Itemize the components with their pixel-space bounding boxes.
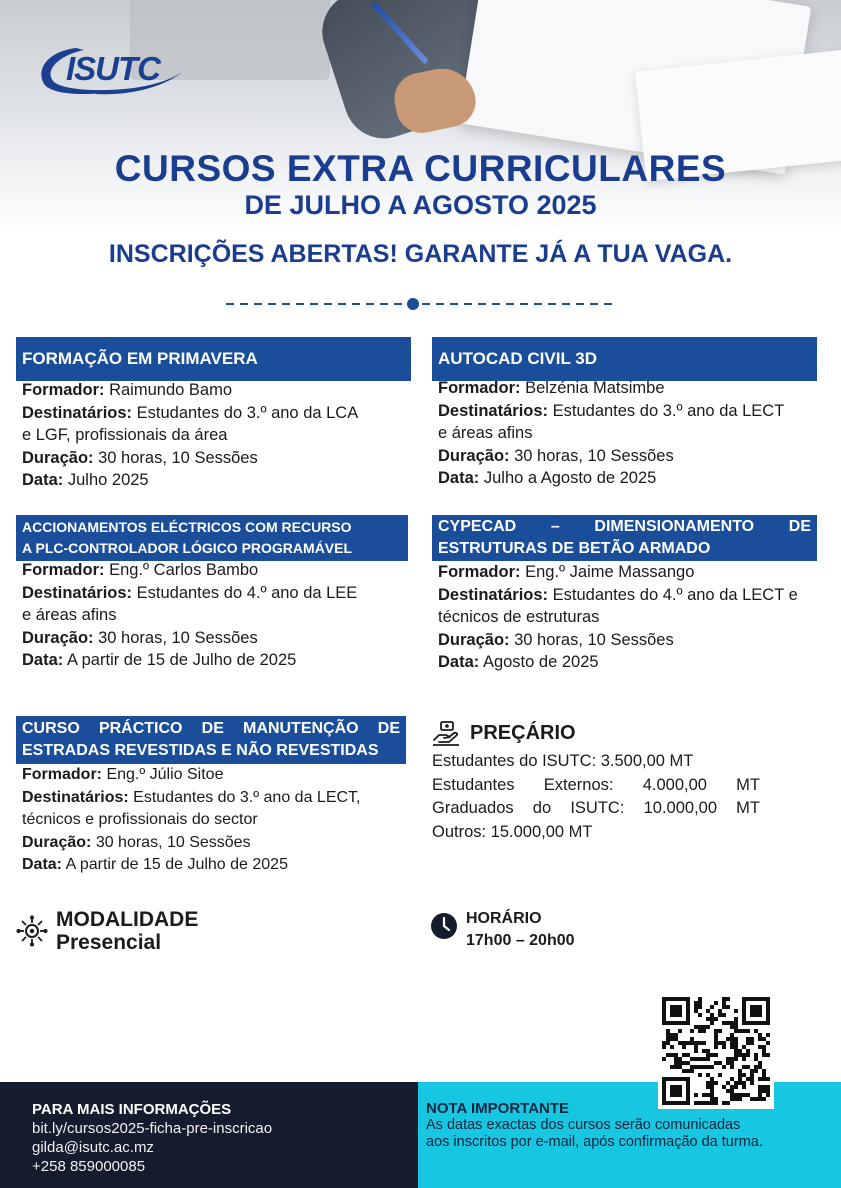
course-audience-cont: técnicos e profissionais do sector xyxy=(22,811,258,828)
course-title: AUTOCAD CIVIL 3D xyxy=(432,337,817,381)
course-audience-cont: e LGF, profissionais da área xyxy=(22,426,228,444)
schedule-value: 17h00 – 20h00 xyxy=(466,932,575,949)
course-title: FORMAÇÃO EM PRIMAVERA xyxy=(16,337,411,381)
clock-icon xyxy=(430,912,458,940)
course-audience-cont: e áreas afins xyxy=(22,606,117,624)
schedule-label: HORÁRIO xyxy=(466,910,542,927)
hand-money-icon xyxy=(432,720,460,746)
price-item: Estudantes do ISUTC: 3.500,00 MT xyxy=(432,752,694,770)
course-title: ACCIONAMENTOS ELÉCTRICOS COM RECURSO A PLC-CONTROLADOR LÓGICO PROGRAMÁVEL xyxy=(16,515,408,561)
pricing-title: PREÇÁRIO xyxy=(432,720,772,746)
page-title: CURSOS EXTRA CURRICULARES xyxy=(114,148,727,189)
price-item: Outros: 15.000,00 MT xyxy=(432,822,593,841)
course-trainer: Formador: Eng.º Carlos Bambo xyxy=(22,561,259,579)
course-date: Data: A partir de 15 de Julho de 2025 xyxy=(22,651,297,669)
course-duration: Duração: 30 horas, 10 Sessões xyxy=(22,833,251,851)
qr-code[interactable] xyxy=(658,993,774,1109)
course-duration: Duração: 30 horas, 10 Sessões xyxy=(438,446,674,465)
course-trainer: Formador: Raimundo Bamo xyxy=(22,381,232,399)
pricing-section xyxy=(432,720,772,844)
course-audience: Destinatários: Estudantes do 4.º ano da LEE xyxy=(22,583,358,602)
course-duration: Duração: 30 horas, 10 Sessões xyxy=(22,628,258,647)
price-item: Graduados do ISUTC: 10.000,00 MT xyxy=(432,799,760,817)
course-card-estradas xyxy=(16,716,406,877)
modality-section xyxy=(16,908,198,954)
footer-contact xyxy=(0,1082,418,1188)
page-subtitle: DE JULHO A AGOSTO 2025 xyxy=(244,190,597,220)
course-trainer: Formador: Belzénia Matsimbe xyxy=(438,379,665,397)
contact-phone[interactable]: +258 859000085 xyxy=(32,1158,146,1175)
course-duration: Duração: 30 horas, 10 Sessões xyxy=(438,630,674,649)
course-date: Data: Agosto de 2025 xyxy=(438,653,599,671)
course-trainer: Formador: Eng.º Júlio Sitoe xyxy=(22,766,224,783)
course-card-cypecad xyxy=(432,515,817,674)
schedule-section xyxy=(430,908,575,952)
course-audience: Destinatários: Estudantes do 3.º ano da LECT, xyxy=(22,788,361,806)
course-audience-cont: técnicos de estruturas xyxy=(438,608,600,626)
contact-email[interactable]: gilda@isutc.ac.mz xyxy=(32,1139,154,1156)
course-card-plc xyxy=(16,515,408,672)
course-title: CYPECAD – DIMENSIONAMENTO DE ESTRUTURAS DE BETÃO ARMADO xyxy=(432,515,817,561)
course-trainer: Formador: Eng.º Jaime Massango xyxy=(438,563,695,581)
contact-title: PARA MAIS INFORMAÇÕES xyxy=(32,1101,232,1118)
divider xyxy=(224,296,614,312)
note-title: NOTA IMPORTANTE xyxy=(426,1100,570,1117)
course-card-primavera xyxy=(16,337,411,492)
price-item: Estudantes Externos: 4.000,00 MT xyxy=(432,775,760,794)
network-icon xyxy=(16,915,48,947)
tagline: INSCRIÇÕES ABERTAS! GARANTE JÁ A TUA VAGA. xyxy=(108,240,733,268)
course-date: Data: A partir de 15 de Julho de 2025 xyxy=(22,856,288,873)
logo-text: ISUTC xyxy=(66,50,160,87)
course-card-autocad xyxy=(432,337,817,490)
course-audience: Destinatários: Estudantes do 3.º ano da LCA xyxy=(22,403,359,422)
course-duration: Duração: 30 horas, 10 Sessões xyxy=(22,448,258,467)
note-text-line2: aos inscritos por e-mail, após confirmação da turma. xyxy=(426,1134,763,1150)
registration-link[interactable]: bit.ly/cursos2025-ficha-pre-inscricao xyxy=(32,1120,273,1137)
course-audience: Destinatários: Estudantes do 3.º ano da LECT xyxy=(438,401,785,420)
modality-value: Presencial xyxy=(56,931,162,954)
course-title: CURSO PRÁCTICO DE MANUTENÇÃO DE ESTRADAS REVESTIDAS E NÃO REVESTIDAS xyxy=(16,716,406,764)
course-date: Data: Julho a Agosto de 2025 xyxy=(438,469,657,487)
footer-note xyxy=(418,1082,841,1188)
note-text-line1: As datas exactas dos cursos serão comunicadas xyxy=(426,1117,741,1133)
modality-label: MODALIDADE xyxy=(56,908,199,931)
course-date: Data: Julho 2025 xyxy=(22,471,149,489)
isutc-logo xyxy=(36,40,186,102)
course-audience: Destinatários: Estudantes do 4.º ano da LECT e xyxy=(438,585,798,604)
course-audience-cont: e áreas afins xyxy=(438,424,533,442)
